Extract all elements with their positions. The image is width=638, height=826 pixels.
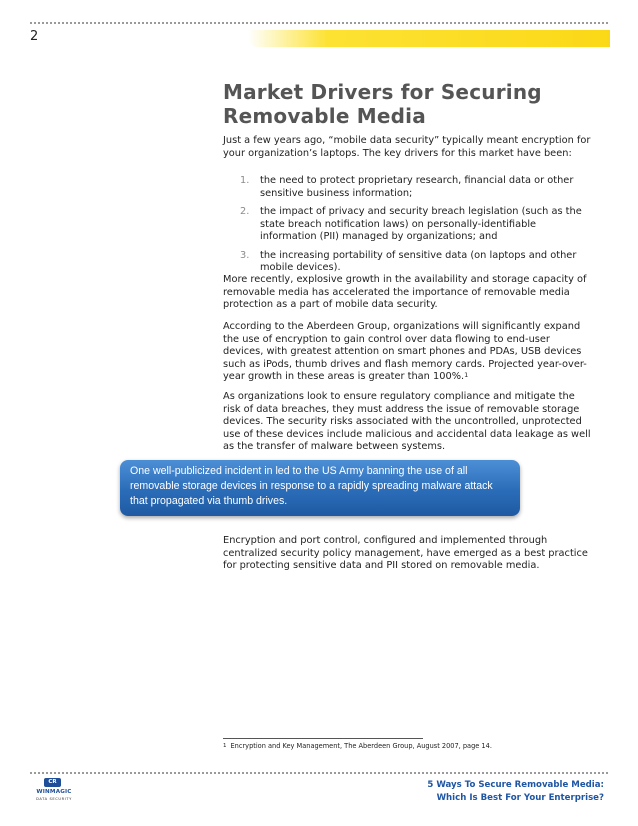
list-item-text: the increasing portability of sensitive data (on laptops and other mobile devices). [260,249,577,273]
encryption-paragraph: Encryption and port control, configured and implemented through centralized security policy management, have emerged as a best practice for protecting sensitive data and PII stored on removable media. [223,535,588,571]
footer-dotted-rule [30,772,608,774]
footnote-divider [223,738,423,739]
footnote [223,742,603,751]
logo-name: WINMAGIC [36,789,72,795]
intro-paragraph: Just a few years ago, “mobile data security” typically meant encryption for your organization’s laptops. The key drivers for this market have been: [223,135,591,159]
callout-text: One well-publicized incident in led to the US Army banning the use of all removable storage devices in response to a rapidly spreading malware attack that propagated via thumb drives. [130,465,493,507]
list-number: 3. [240,249,250,261]
risk-paragraph: As organizations look to ensure regulatory compliance and mitigate the risk of data breaches, they must address the issue of removable storage devices. The security risks associated with the uncontrolled, unprotected use of these devices include malicious and accidental data leakage as well as the transfer of malware between systems. [223,391,591,452]
aberdeen-paragraph [223,321,593,384]
callout-box [120,460,520,516]
list-number: 2. [240,206,250,217]
header-dotted-rule [30,22,608,24]
list-item [240,206,590,244]
drivers-list [240,175,590,281]
winmagic-logo [30,778,78,806]
list-item [240,175,590,200]
recent-growth-paragraph: More recently, explosive growth in the availability and storage capacity of removable media has accelerated the importance of removable media protection as a part of mobile data security. [223,274,587,310]
section-title: Market Drivers for Securing Removable Media [223,80,542,128]
footer-document-title [304,779,604,805]
aberdeen-text: According to the Aberdeen Group, organizations will significantly expand the use of encryption to gain control over data flowing to end-user devices, with greatest attention on smart phones and PDAs, USB devices such as iPods, thumb drives and flash memory cards. Projected year-over-year growth in these areas is greater than 100%. [223,321,587,382]
list-item-text: the need to protect proprietary research, financial data or other sensitive business information; [260,175,574,199]
page-number: 2 [30,29,39,44]
logo-mark-icon: CR [44,778,61,787]
header-accent-bar [248,30,610,47]
footnote-marker: 1 [223,743,227,749]
footer-title-line-1: 5 Ways To Secure Removable Media: [427,780,604,790]
list-number: 1. [240,175,250,186]
footer-title-line-2: Which Is Best For Your Enterprise? [436,793,604,803]
footnote-text: Encryption and Key Management, The Aberdeen Group, August 2007, page 14. [230,742,492,750]
footnote-reference: 1 [464,371,469,379]
list-item [240,250,590,275]
list-item-text: the impact of privacy and security breach legislation (such as the state breach notification laws) on personally-identifiable information (PII) managed by organizations; and [260,206,582,242]
logo-tagline: DATA SECURITY [36,797,72,801]
